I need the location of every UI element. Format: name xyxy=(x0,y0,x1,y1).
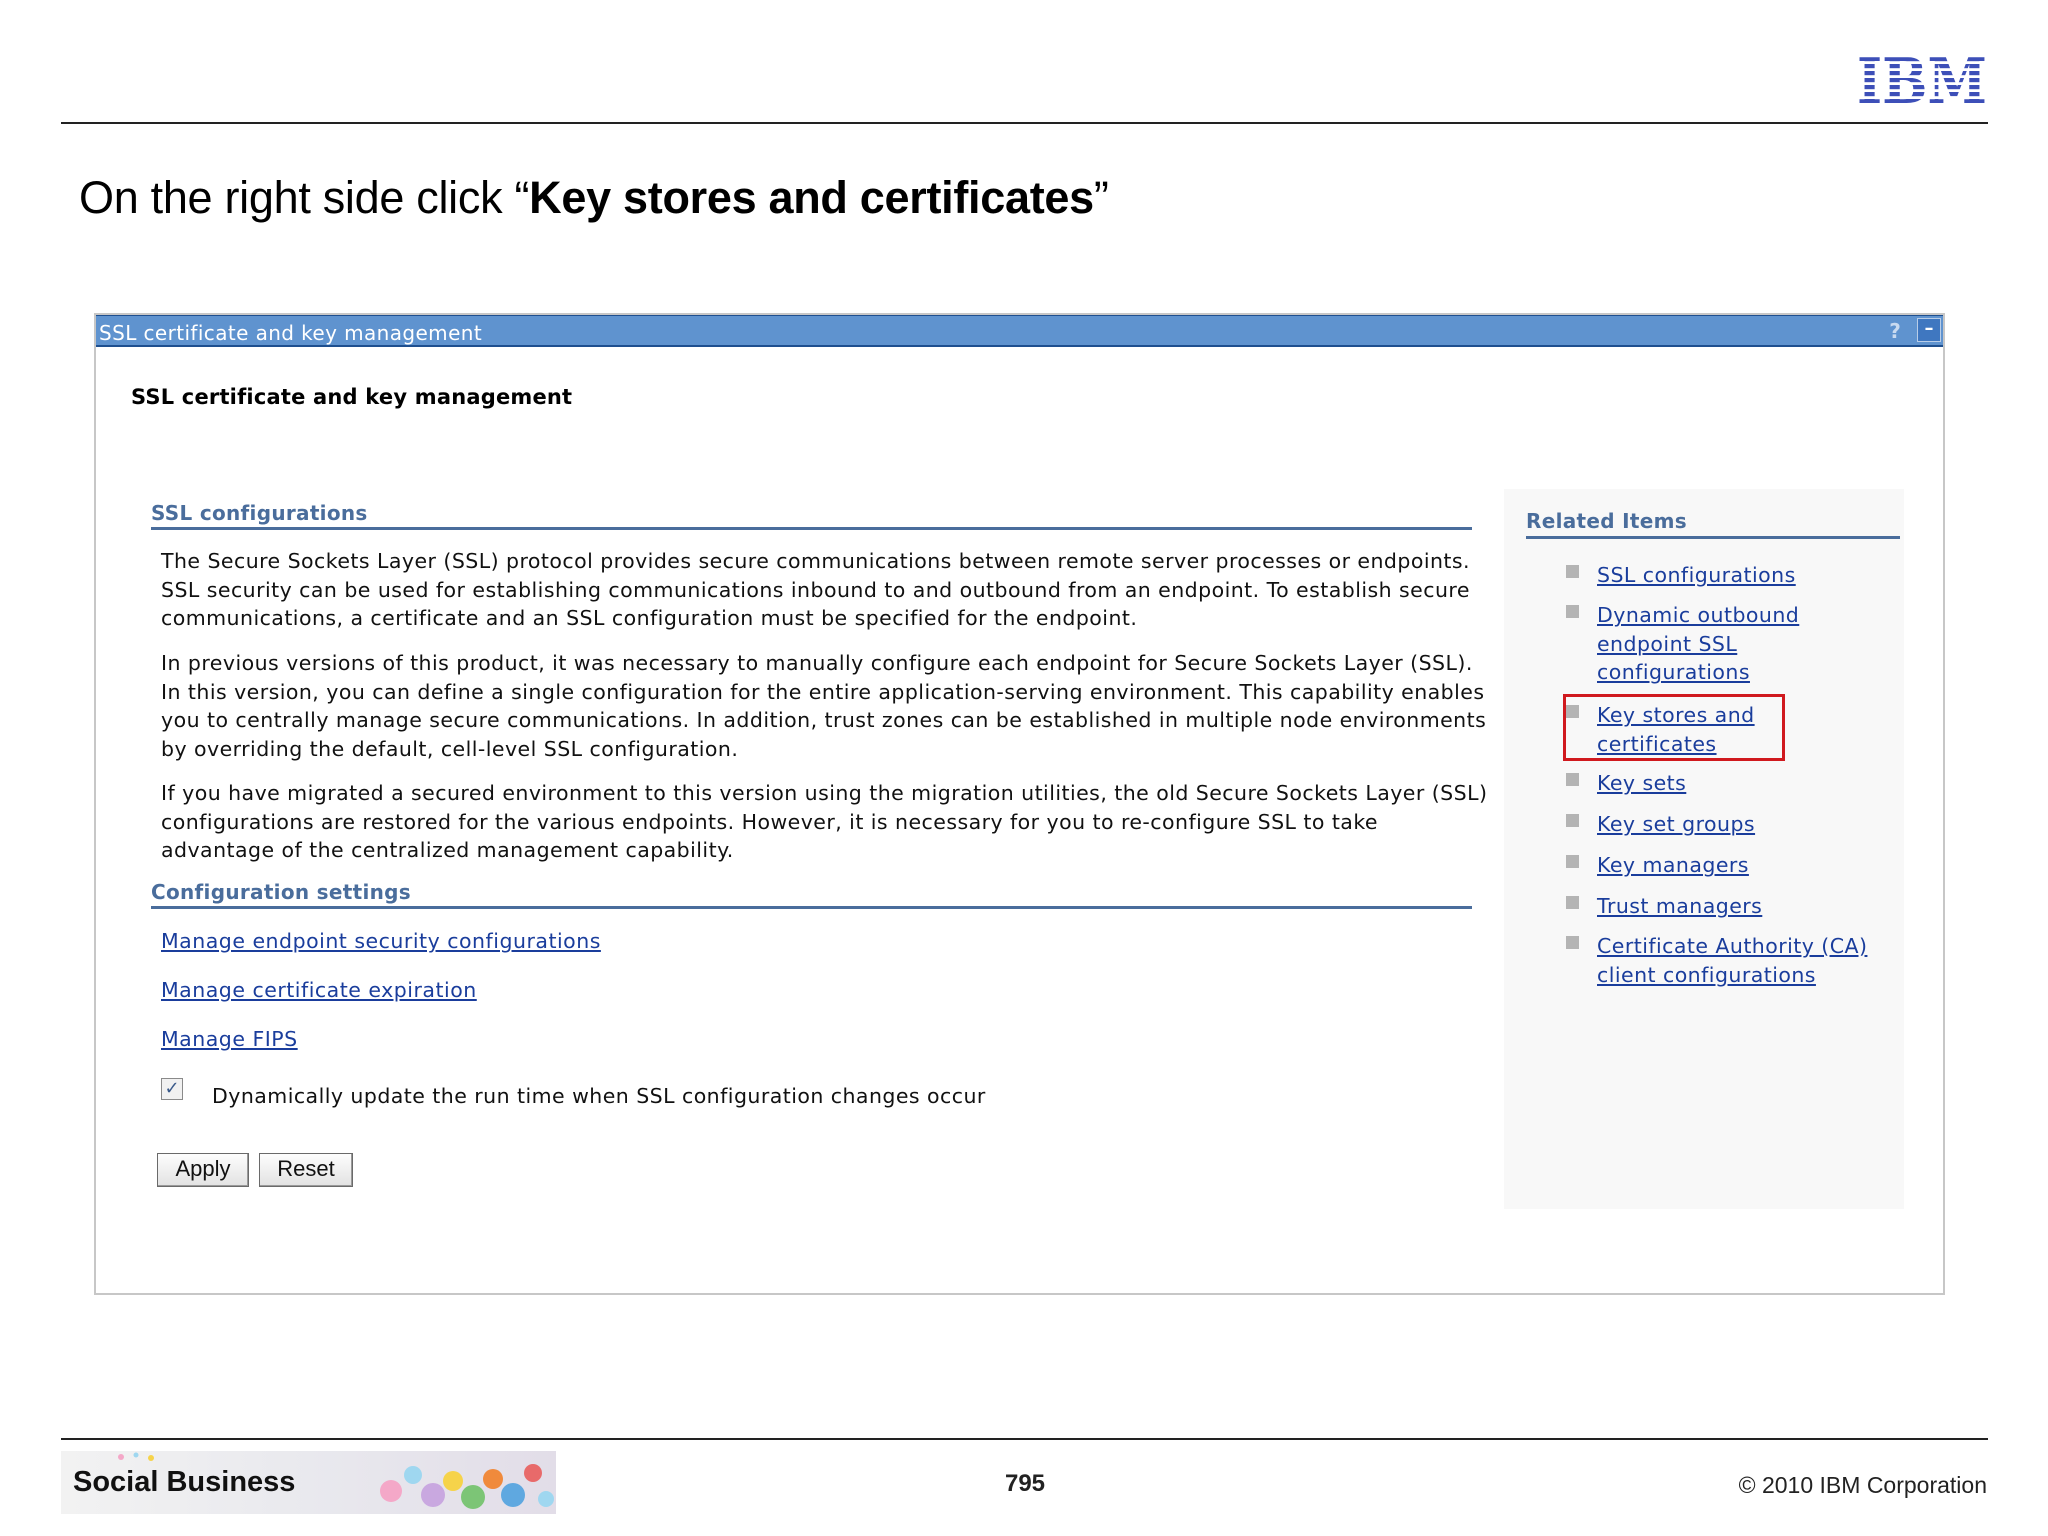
ibm-logo-text: IBM xyxy=(1857,44,1987,118)
ssl-configurations-rule xyxy=(151,527,1472,530)
bullet-icon xyxy=(1566,855,1579,868)
slide-title-suffix: ” xyxy=(1093,172,1109,223)
bullet-icon xyxy=(1566,605,1579,618)
footer-brand-text: Social Business xyxy=(73,1466,296,1498)
page-heading: SSL certificate and key management xyxy=(131,385,573,409)
ssl-management-panel xyxy=(94,313,1945,1295)
apply-button[interactable]: Apply xyxy=(157,1153,249,1187)
related-items-heading: Related Items xyxy=(1526,509,1687,533)
related-items-rule xyxy=(1526,536,1900,539)
highlight-box xyxy=(1563,694,1785,761)
collapse-icon[interactable]: – xyxy=(1917,318,1941,342)
bullet-icon xyxy=(1566,936,1579,949)
related-link-key-set-groups[interactable]: Key set groups xyxy=(1597,812,1756,836)
slide-title-prefix: On the right side click “ xyxy=(79,172,530,223)
bullet-icon xyxy=(1566,773,1579,786)
configuration-settings-rule xyxy=(151,906,1472,909)
footer-divider xyxy=(61,1438,1988,1440)
related-link-ca-client-configurations[interactable]: Certificate Authority (CA) client configurations xyxy=(1597,934,1868,987)
related-link-key-sets[interactable]: Key sets xyxy=(1597,771,1687,795)
ssl-paragraph-1: The Secure Sockets Layer (SSL) protocol provides secure communications between remote server processes or endpoints. SSL security can be used for establishing communications inbound to and outbound from an endpoint. To establish secure communications, a certificate and an SSL configuration must be specified for the endpoint. xyxy=(161,549,1471,630)
slide-title xyxy=(79,172,1109,224)
header-divider xyxy=(61,122,1988,124)
checkmark-icon: ✓ xyxy=(164,1078,180,1099)
ibm-logo xyxy=(1856,44,1989,118)
ssl-paragraph-2: In previous versions of this product, it was necessary to manually configure each endpoint for Secure Sockets Layer (SSL). In this version, you can define a single configuration for the entire application-serving environment. This capability enables you to centrally manage secure communications. In addition, trust zones can be established in multiple node environments by overriding the default, cell-level SSL configuration. xyxy=(161,651,1487,761)
related-link-ssl-configurations[interactable]: SSL configurations xyxy=(1597,563,1796,587)
copyright: © 2010 IBM Corporation xyxy=(1738,1472,1987,1498)
related-items-box xyxy=(1504,489,1904,1209)
panel-header xyxy=(96,315,1943,347)
related-link-dynamic-outbound[interactable]: Dynamic outbound endpoint SSL configurations xyxy=(1597,603,1800,684)
social-business-logo xyxy=(61,1451,556,1514)
ssl-paragraph-3: If you have migrated a secured environment to this version using the migration utilities, the old Secure Sockets Layer (SSL) configurations are restored for the various endpoints. However, it is necessary for you to re-configure SSL to take advantage of the centralized management capability. xyxy=(161,781,1488,862)
dynamic-update-checkbox[interactable] xyxy=(161,1078,183,1100)
related-link-key-stores-and-certificates[interactable]: Key stores and certificates xyxy=(1597,703,1755,756)
manage-fips-link[interactable]: Manage FIPS xyxy=(161,1027,298,1051)
page-number: 795 xyxy=(1004,1470,1046,1497)
manage-endpoint-security-link[interactable]: Manage endpoint security configurations xyxy=(161,929,601,953)
panel-header-title: SSL certificate and key management xyxy=(99,321,483,345)
dynamic-update-label: Dynamically update the run time when SSL configuration changes occur xyxy=(212,1084,986,1108)
slide-title-bold: Key stores and certificates xyxy=(529,172,1094,223)
bullet-icon xyxy=(1566,896,1579,909)
bullet-icon xyxy=(1566,814,1579,827)
help-icon[interactable]: ? xyxy=(1889,319,1901,343)
manage-certificate-expiration-link[interactable]: Manage certificate expiration xyxy=(161,978,477,1002)
ssl-configurations-heading: SSL configurations xyxy=(151,501,368,525)
configuration-settings-heading: Configuration settings xyxy=(151,880,411,904)
related-link-trust-managers[interactable]: Trust managers xyxy=(1597,894,1763,918)
related-link-key-managers[interactable]: Key managers xyxy=(1597,853,1749,877)
reset-button[interactable]: Reset xyxy=(259,1153,353,1187)
bullet-icon xyxy=(1566,565,1579,578)
